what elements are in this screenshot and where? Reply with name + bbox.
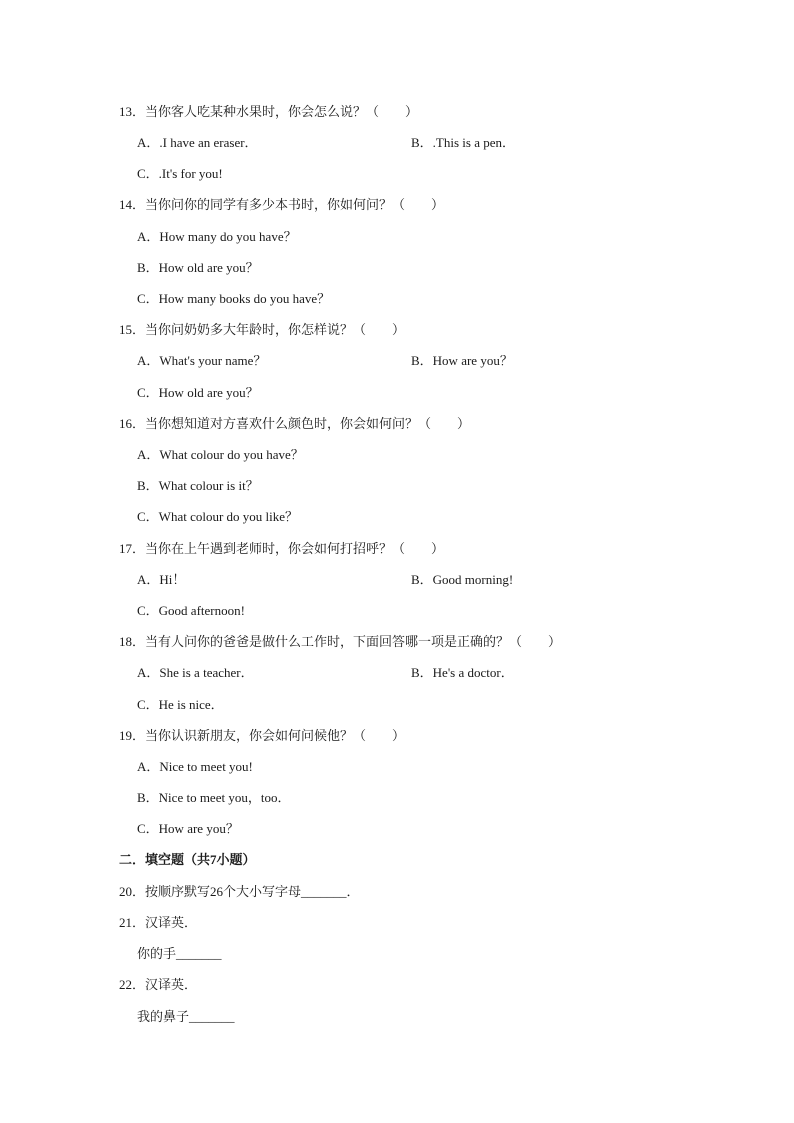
question-13-option-a: A．.I have an eraser．	[137, 135, 258, 150]
question-13-option-c: C．.It's for you!	[137, 166, 223, 181]
question-13-stem: 13．当你客人吃某种水果时，你会怎么说？（ ）	[119, 104, 419, 119]
question-14-option-b: B．How old are you？	[137, 260, 259, 275]
question-15-option-b: B．How are you？	[411, 353, 513, 368]
question-22-stem: 22．汉译英．	[119, 977, 198, 992]
question-19-option-b: B．Nice to meet you，too．	[137, 790, 291, 805]
question-19-option-a: A．Nice to meet you!	[137, 759, 253, 774]
question-13-option-b: B．.This is a pen．	[411, 135, 515, 150]
question-17-option-b: B．Good morning!	[411, 572, 514, 587]
section-2-title: 二．填空题（共7小题）	[119, 852, 256, 867]
question-17-option-c: C．Good afternoon!	[137, 603, 245, 618]
question-16-stem: 16．当你想知道对方喜欢什么颜色时，你会如何问？（ ）	[119, 416, 471, 431]
question-22-item: 我的鼻子_______	[137, 1009, 235, 1024]
question-15-option-c: C．How old are you？	[137, 385, 259, 400]
question-15-stem: 15．当你问奶奶多大年龄时，你怎样说？（ ）	[119, 322, 406, 337]
question-18-stem: 18．当有人问你的爸爸是做什么工作时，下面回答哪一项是正确的？（ ）	[119, 634, 562, 649]
question-18-option-c: C．He is nice．	[137, 697, 224, 712]
question-14-option-a: A．How many do you have？	[137, 229, 297, 244]
question-17-option-a: A．Hi！	[137, 572, 186, 587]
question-19-stem: 19．当你认识新朋友，你会如何问候他？（ ）	[119, 728, 406, 743]
question-15-option-a: A．What's your name？	[137, 353, 267, 368]
question-18-option-b: B．He's a doctor．	[411, 665, 514, 680]
question-20-stem: 20．按顺序默写26个大小写字母_______．	[119, 884, 360, 899]
question-16-option-a: A．What colour do you have？	[137, 447, 304, 462]
question-19-option-c: C．How are you？	[137, 821, 239, 836]
question-14-option-c: C．How many books do you have？	[137, 291, 331, 306]
question-16-option-b: B．What colour is it？	[137, 478, 259, 493]
question-17-stem: 17．当你在上午遇到老师时，你会如何打招呼？（ ）	[119, 541, 445, 556]
question-14-stem: 14．当你问你的同学有多少本书时，你如何问？（ ）	[119, 197, 445, 212]
question-21-stem: 21．汉译英．	[119, 915, 198, 930]
question-16-option-c: C．What colour do you like？	[137, 509, 299, 524]
question-21-item: 你的手_______	[137, 946, 222, 961]
question-18-option-a: A．She is a teacher．	[137, 665, 254, 680]
